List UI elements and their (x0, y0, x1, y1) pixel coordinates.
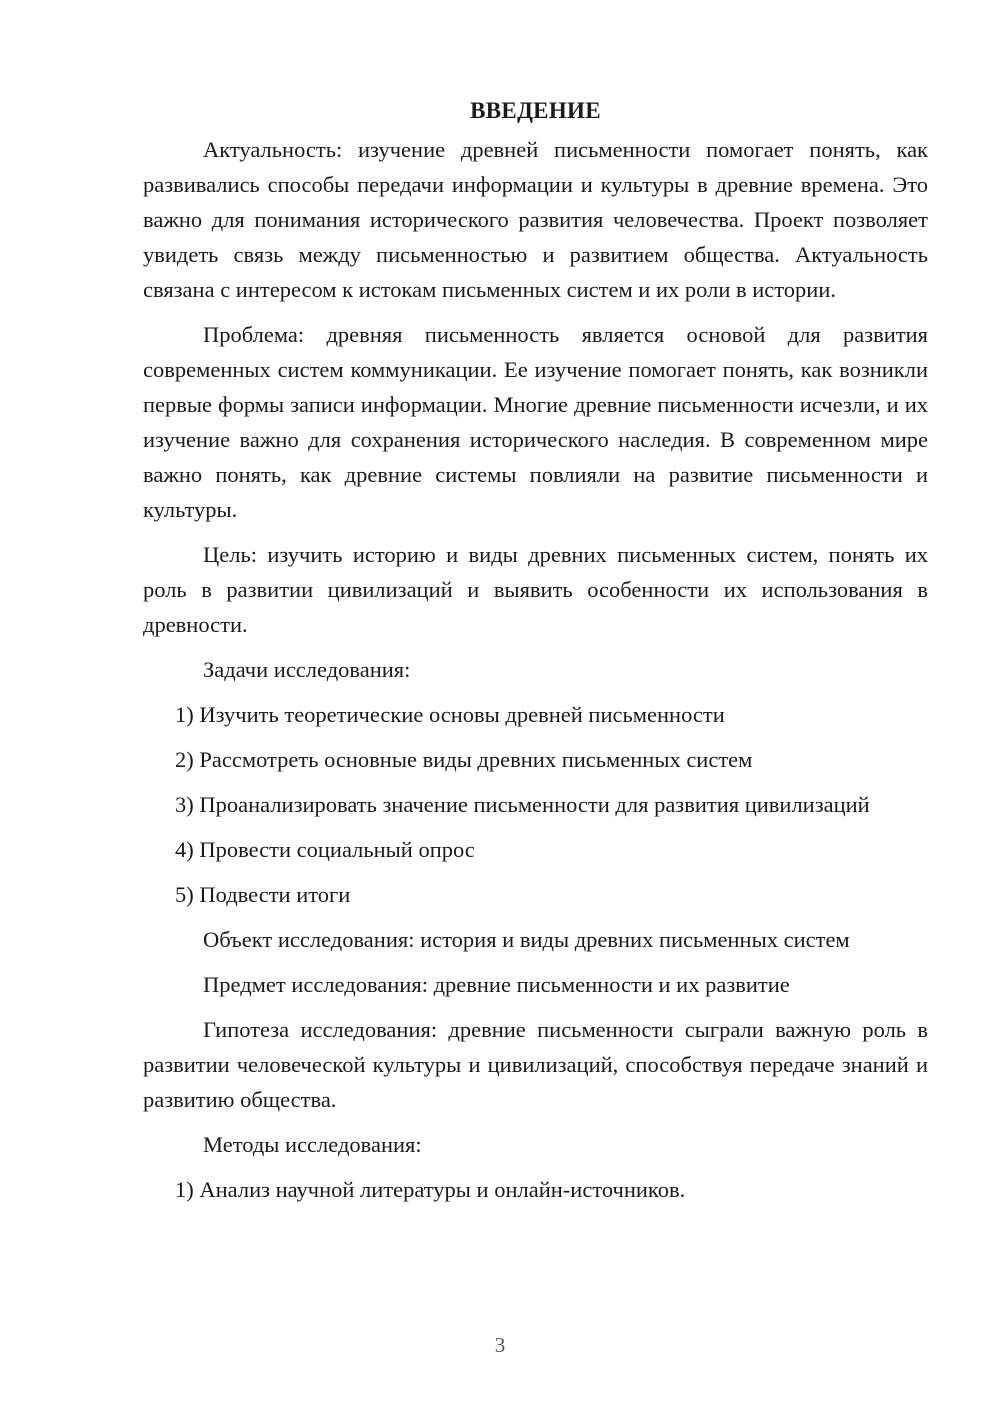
hypothesis-paragraph: Гипотеза исследования: древние письменности сыграли важную роль в развитии человеческой культуры и цивилизаций, способствуя передаче знаний и развитию общества. (143, 1017, 928, 1112)
task-item-3: 3) Проанализировать значение письменности для развития цивилизаций (175, 792, 870, 817)
goal-paragraph: Цель: изучить историю и виды древних письменных систем, понять их роль в развитии цивилизаций и выявить особенности их использования в древности. (143, 542, 928, 637)
methods-heading: Методы исследования: (203, 1132, 422, 1157)
page-title: ВВЕДЕНИЕ (470, 98, 601, 123)
task-item-4: 4) Провести социальный опрос (175, 837, 475, 862)
page-number: 3 (494, 1333, 506, 1357)
problem-paragraph: Проблема: древняя письменность является основой для развития современных систем коммуникации. Ее изучение помогает понять, как возникли первые формы записи информации. Многие древние письменности исчезли, и их изучение важно для сохранения исторического наследия. В современном мире важно понять, как древние системы повлияли на развитие письменности и культуры. (143, 322, 928, 522)
document-page (143, 96, 928, 1217)
tasks-heading: Задачи исследования: (203, 657, 411, 682)
subject-line: Предмет исследования: древние письменности и их развитие (203, 972, 790, 997)
task-item-2: 2) Рассмотреть основные виды древних письменных систем (175, 747, 753, 772)
task-item-1: 1) Изучить теоретические основы древней письменности (175, 702, 725, 727)
method-item-1: 1) Анализ научной литературы и онлайн-источников. (175, 1177, 686, 1202)
object-line: Объект исследования: история и виды древних письменных систем (203, 927, 850, 952)
relevance-paragraph: Актуальность: изучение древней письменности помогает понять, как развивались способы передачи информации и культуры в древние времена. Это важно для понимания исторического развития человечества. Проект позволяет увидеть связь между письменностью и развитием общества. Актуальность связана с интересом к истокам письменных систем и их роли в истории. (143, 137, 928, 302)
task-item-5: 5) Подвести итоги (175, 882, 351, 907)
